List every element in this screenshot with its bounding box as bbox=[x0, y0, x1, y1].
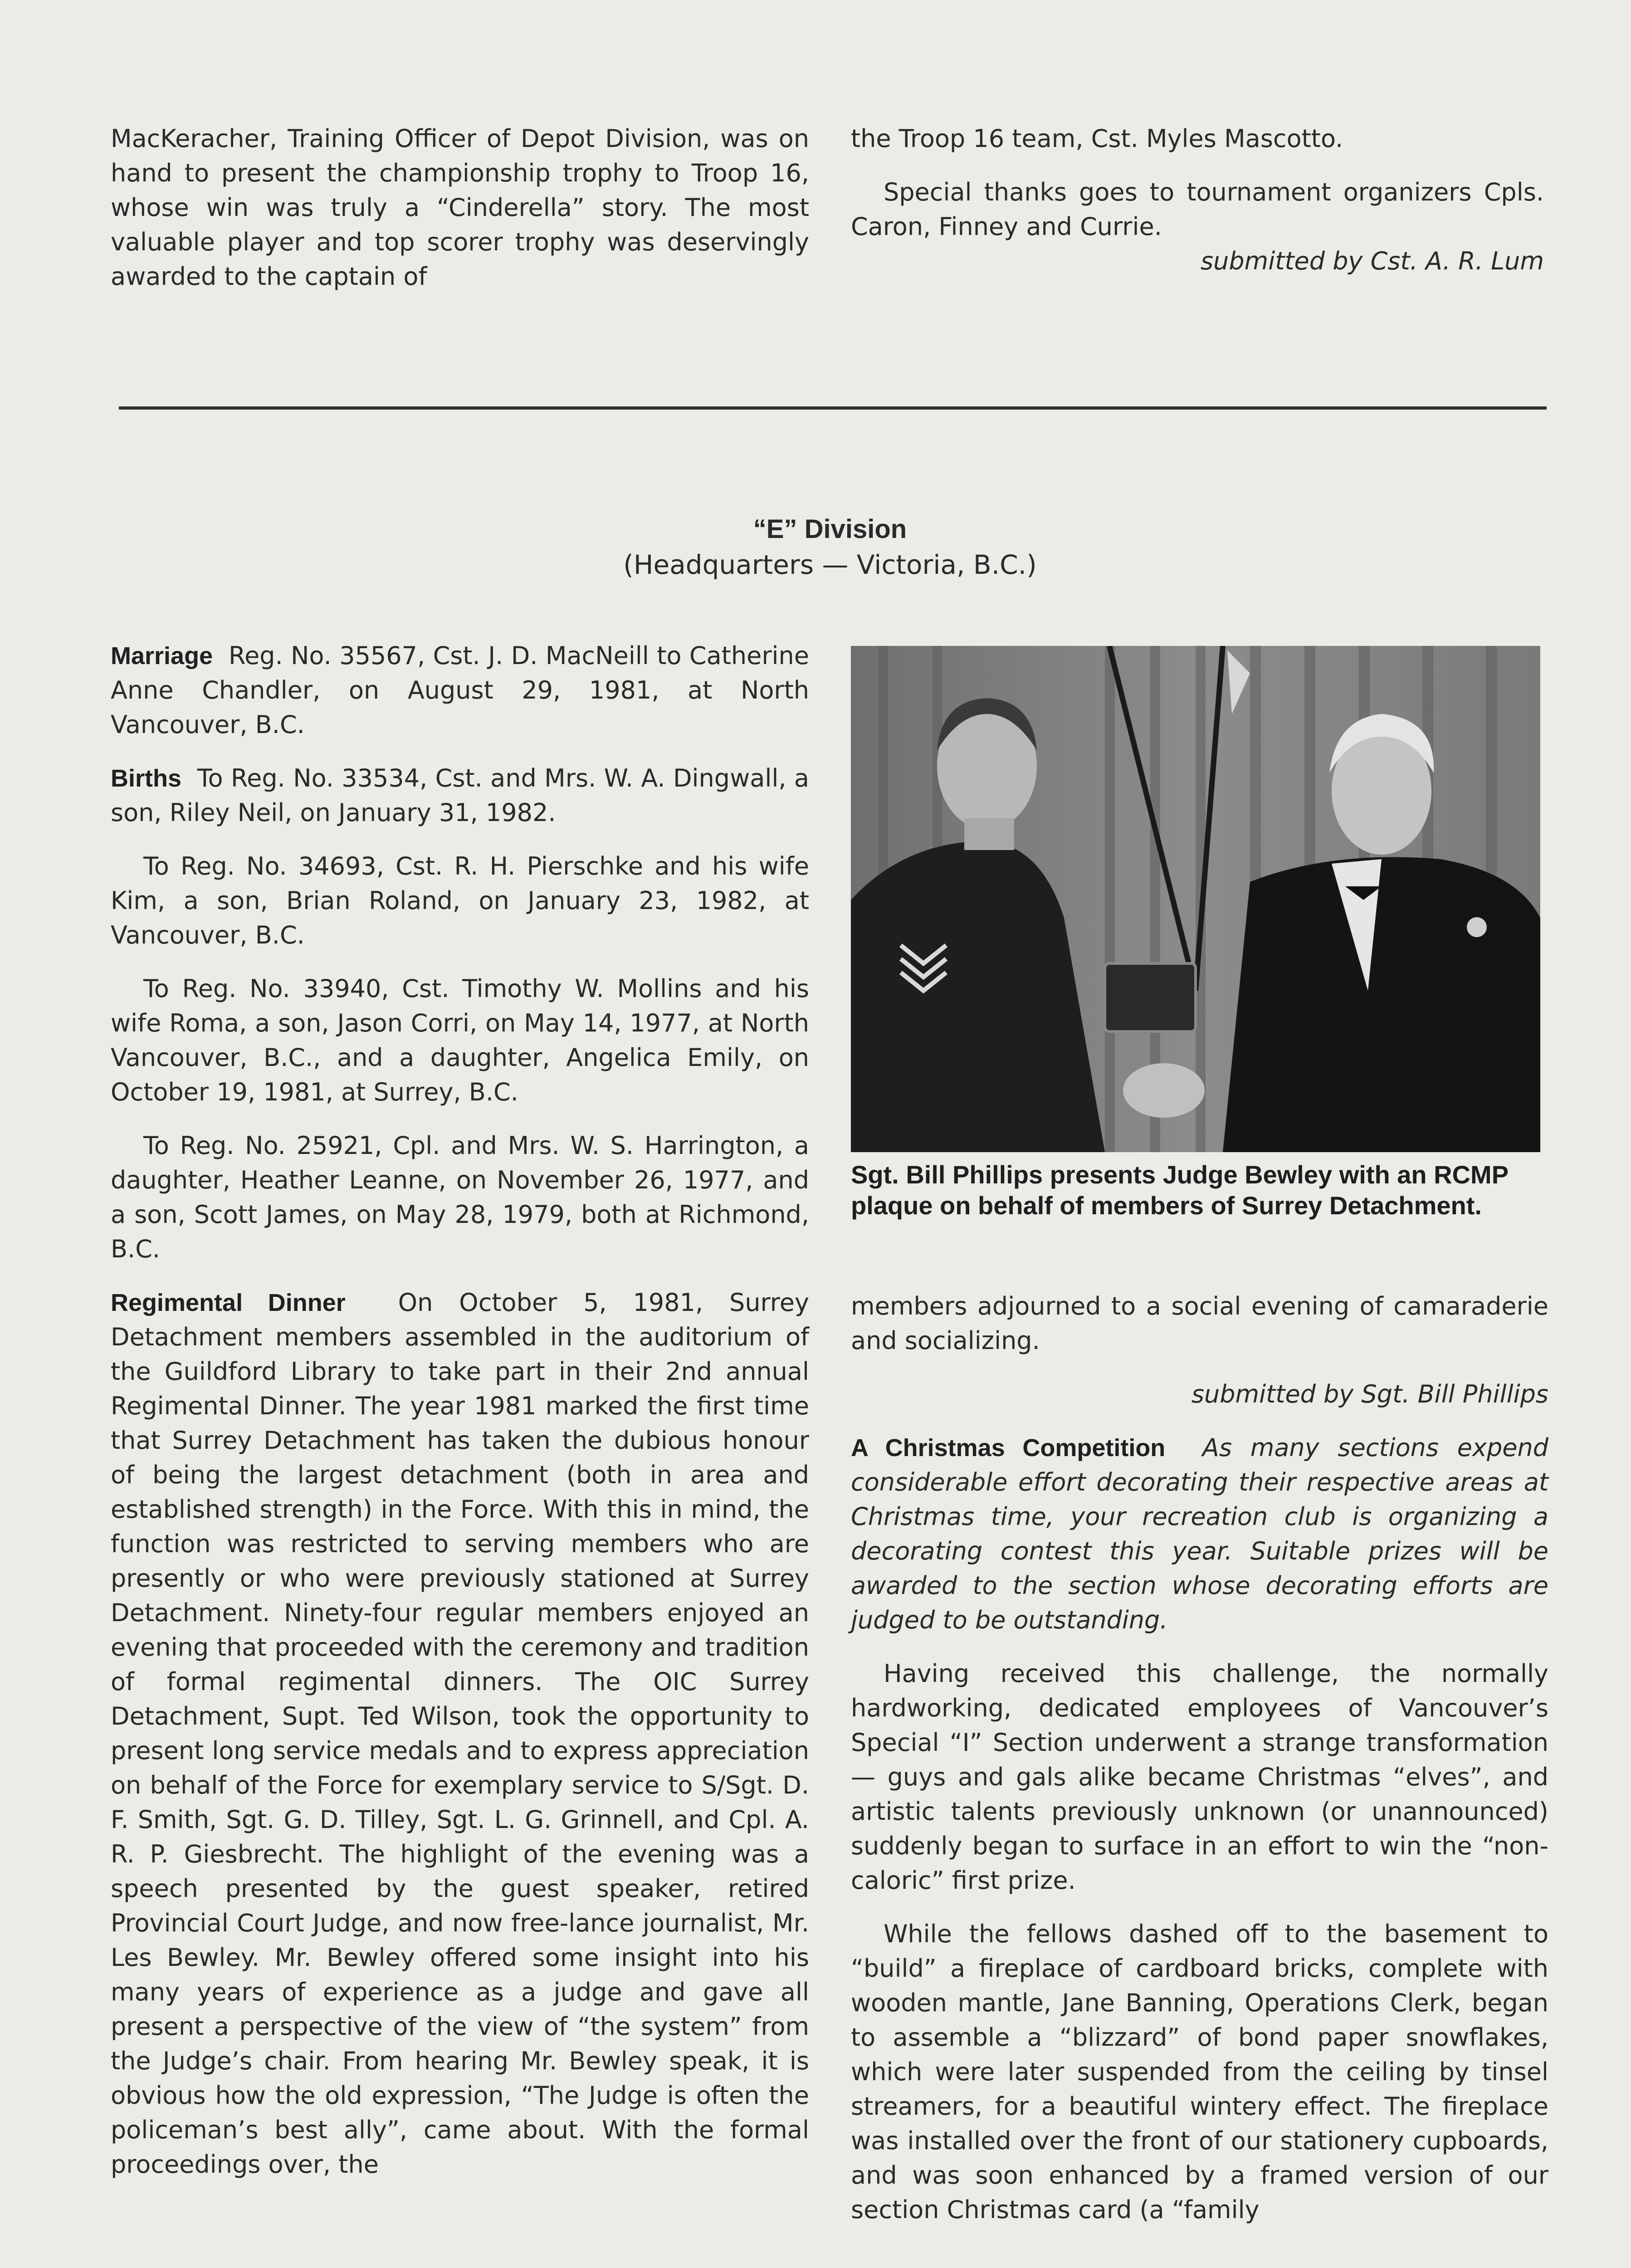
top-right-paragraph: the Troop 16 team, Cst. Myles Mascotto. bbox=[851, 124, 1343, 153]
marriage-paragraph bbox=[111, 639, 809, 742]
division-title: “E” Division bbox=[753, 514, 907, 544]
top-right-column bbox=[851, 122, 1544, 279]
christmas-paragraph-1: Having received this challenge, the normally hardworking, dedicated employees of Vancouver’s Special “I” Section underwent a strange transformation — guys and gals alike became Christmas “elves”, and artistic talents previously unknown (or unannounced) suddenly began to surface in an effort to win the “non-caloric” first prize. bbox=[851, 1659, 1548, 1895]
top-right-signature: submitted by Cst. A. R. Lum bbox=[1200, 247, 1544, 275]
division-heading bbox=[0, 512, 1631, 582]
photo-plaque-presentation bbox=[851, 646, 1540, 1152]
dinner-lead: Regimental Dinner bbox=[111, 1289, 346, 1316]
births-first: To Reg. No. 33534, Cst. and Mrs. W. A. Dingwall, a son, Riley Neil, on January 31, 1982. bbox=[111, 764, 809, 827]
births-paragraph bbox=[111, 761, 809, 830]
dinner-continued: members adjourned to a social evening of camaraderie and socializing. bbox=[851, 1292, 1548, 1355]
christmas-intro-paragraph bbox=[851, 1431, 1548, 1637]
christmas-lead: A Christmas Competition bbox=[851, 1434, 1166, 1461]
division-subtitle: (Headquarters — Victoria, B.C.) bbox=[623, 549, 1037, 580]
dinner-signature: submitted by Sgt. Bill Phillips bbox=[1191, 1380, 1548, 1408]
top-right-thanks: Special thanks goes to tournament organizers Cpls. Caron, Finney and Currie. bbox=[851, 178, 1544, 241]
photo-caption: Sgt. Bill Phillips presents Judge Bewley with an RCMP plaque on behalf of members of Surrey Detachment. bbox=[851, 1160, 1509, 1220]
christmas-paragraph-2: While the fellows dashed off to the basement to “build” a fireplace of cardboard bricks, complete with wooden mantle, Jane Banning, Operations Clerk, began to assemble a “blizzard” of bond paper snowflakes, which were later suspended from the ceiling by tinsel streamers, for a beautiful wintery effect. The fireplace was installed over the front of our stationery cupboards, and was soon enhanced by a framed version of our section Christmas card (a “family bbox=[851, 1920, 1548, 2224]
birth-item: To Reg. No. 25921, Cpl. and Mrs. W. S. Harrington, a daughter, Heather Leanne, on November 26, 1977, and a son, Scott James, on May 28, 1979, both at Richmond, B.C. bbox=[111, 1131, 809, 1263]
top-left-column bbox=[111, 122, 809, 294]
dinner-paragraph bbox=[111, 1286, 809, 2182]
birth-item: To Reg. No. 33940, Cst. Timothy W. Mollins and his wife Roma, a son, Jason Corri, on May 14, 1977, at North Vancouver, B.C., and a daughter, Angelica Emily, on October 19, 1981, at Surrey, B.C. bbox=[111, 974, 809, 1106]
left-column bbox=[111, 639, 809, 2182]
christmas-intro: As many sections expend considerable effort decorating their respective areas at Christmas time, your recreation club is organizing a decorating contest this year. Suitable prizes will be awarded to the section whose decorating efforts are judged to be outstanding. bbox=[851, 1433, 1548, 1634]
top-left-paragraph: MacKeracher, Training Officer of Depot Division, was on hand to present the championship trophy to Troop 16, whose win was truly a “Cinderella” story. The most valuable player and top scorer trophy was deservingly awarded to the captain of bbox=[111, 124, 809, 291]
marriage-lead: Marriage bbox=[111, 642, 213, 670]
marriage-text: Reg. No. 35567, Cst. J. D. MacNeill to Catherine Anne Chandler, on August 29, 1981, at North Vancouver, B.C. bbox=[111, 641, 809, 739]
dinner-text: On October 5, 1981, Surrey Detachment members assembled in the auditorium of the Guildford Library to take part in their 2nd annual Regimental Dinner. The year 1981 marked the first time that Surrey Detachment has taken the dubious honour of being the largest detachment (both in area and established strength) in the Force. With this in mind, the function was restricted to serving members who are presently or who were previously stationed at Surrey Detachment. Ninety-four regular members enjoyed an evening that proceeded with the ceremony and tradition of formal regimental dinners. The OIC Surrey Detachment, Supt. Ted Wilson, took the opportunity to present long service medals and to express appreciation on behalf of the Force for exemplary service to S/Sgt. D. F. Smith, Sgt. G. D. Tilley, Sgt. L. G. Grinnell, and Cpl. A. R. P. Giesbrecht. The highlight of the evening was a speech presented by the guest speaker, retired Provincial Court Judge, and now free-lance journalist, Mr. Les Bewley. Mr. Bewley offered some insight into his many years of experience as a judge and gave all present a perspective of the view of “the system” from the Judge’s chair. From hearing Mr. Bewley speak, it is obvious how the old expression, “The Judge is often the policeman’s best ally”, came about. With the formal proceedings over, the bbox=[111, 1288, 809, 2179]
right-column bbox=[851, 1289, 1548, 2227]
births-lead: Births bbox=[111, 765, 182, 792]
birth-item: To Reg. No. 34693, Cst. R. H. Pierschke and his wife Kim, a son, Brian Roland, on January 23, 1982, at Vancouver, B.C. bbox=[111, 852, 809, 949]
section-divider bbox=[119, 406, 1547, 410]
